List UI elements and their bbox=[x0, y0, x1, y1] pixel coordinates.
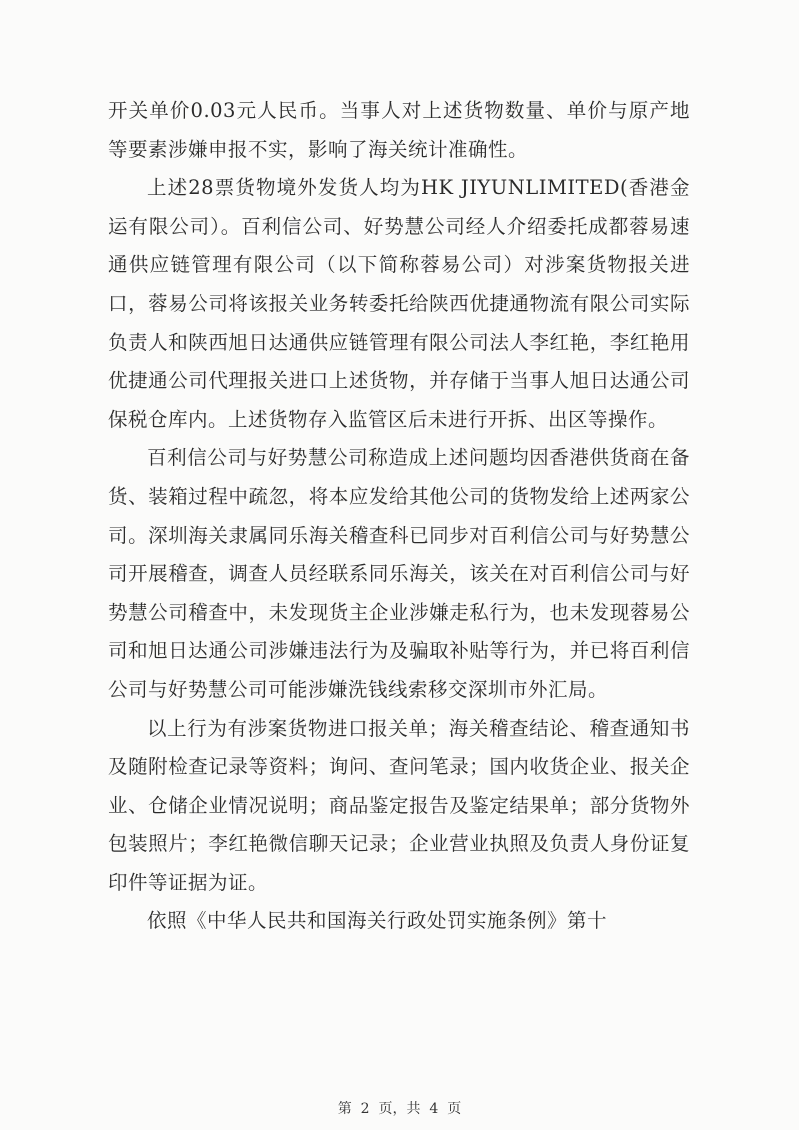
paragraph-2: 上述28票货物境外发货人均为HK JIYUNLIMITED(香港金运有限公司）。百利信公司、好势慧公司经人介绍委托成都蓉易速通供应链管理有限公司（以下简称蓉易公司）对涉案货物报关进口，蓉易公司将该报关业务转委托给陕西优捷通物流有限公司实际负责人和陕西旭日达通供应链管理有限公司法人李红艳，李红艳用优捷通公司代理报关进口上述货物，并存储于当事人旭日达通公司保税仓库内。上述货物存入监管区后未进行开拆、出区等操作。 bbox=[108, 176, 690, 431]
document-body bbox=[108, 92, 690, 941]
page-footer bbox=[0, 1098, 799, 1118]
paragraph-5: 依照《中华人民共和国海关行政处罚实施条例》第十 bbox=[147, 909, 608, 933]
paragraph-4: 以上行为有涉案货物进口报关单；海关稽查结论、稽查通知书及随附检查记录等资料；询问、查问笔录；国内收货企业、报关企业、仓储企业情况说明；商品鉴定报告及鉴定结果单；部分货物外包装照片；李红艳微信聊天记录；企业营业执照及负责人身份证复印件等证据为证。 bbox=[108, 716, 690, 894]
paragraph-3: 百利信公司与好势慧公司称造成上述问题均因香港供货商在备货、装箱过程中疏忽，将本应发给其他公司的货物发给上述两家公司。深圳海关隶属同乐海关稽查科已同步对百利信公司与好势慧公司开展稽查，调查人员经联系同乐海关，该关在对百利信公司与好势慧公司稽查中，未发现货主企业涉嫌走私行为，也未发现蓉易公司和旭日达通公司涉嫌违法行为及骗取补贴等行为，并已将百利信公司与好势慧公司可能涉嫌洗钱线索移交深圳市外汇局。 bbox=[108, 446, 690, 701]
paragraph-1: 开关单价0.03元人民币。当事人对上述货物数量、单价与原产地等要素涉嫌申报不实，影响了海关统计准确性。 bbox=[108, 99, 690, 161]
page-number: 第 2 页，共 4 页 bbox=[337, 1101, 462, 1117]
